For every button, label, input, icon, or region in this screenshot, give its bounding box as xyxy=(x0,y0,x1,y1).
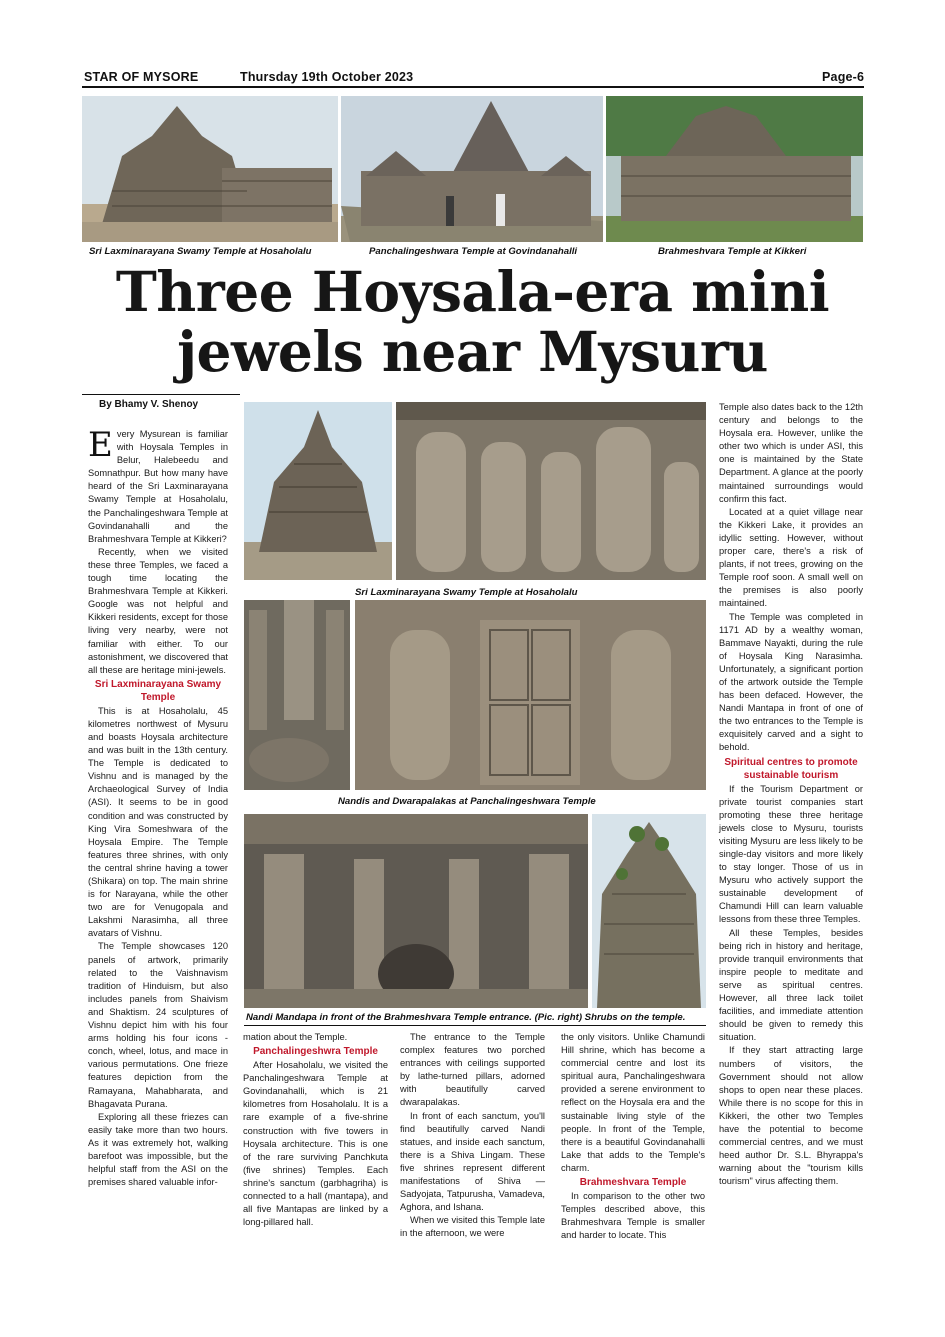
photo-nandis-dwarapalakas xyxy=(355,600,706,790)
col5-para-2: Located at a quiet village near the Kikkeri Lake, it provides an idyllic setting. However, without proper care, there's a risk of plants, if not trees, growing on the Temple roof soon. A small well on the premises is also poorly maintained. xyxy=(719,506,863,609)
top-caption-2: Panchalingeshwara Temple at Govindanahalli xyxy=(369,246,578,257)
photo-brahmeshvara-temple xyxy=(606,96,863,242)
caption-nandis: Nandis and Dwarapalakas at Panchalingeshwara Temple xyxy=(338,796,596,807)
col5-para-4: If the Tourism Department or private tourist companies start promoting these three heritage jewels close to Mysuru, tourists visiting Mysuru are less likely to be single-day visitors and more likely to stay longer. Those of us in Mysuru who actively support the sustainable development of Chamundi Hill can learn valuable lessons from these three Temples. xyxy=(719,783,863,925)
col5-para-5: All these Temples, besides being rich in history and heritage, provide tranquil environments that inspire people to meditate and serve as spiritual centres. However, all three lack toilet facilities, and immediate attention should be given to remedy this situation. xyxy=(719,927,863,1043)
col4-para-2: In comparison to the other two Temples described above, this Brahmeshvara Temple is smaller and harder to locate. This xyxy=(561,1191,705,1241)
caption-mandapa: Nandi Mandapa in front of the Brahmeshvara Temple entrance. (Pic. right) Shrubs on the temple. xyxy=(246,1012,686,1023)
headline-line-2: jewels near Mysuru xyxy=(177,319,768,384)
article-column-3 xyxy=(400,1031,545,1241)
col1-para-1: very Mysurean is familiar with Hoysala Temples in Belur, Halebeedu and Somnathpur. But how many have heard of the Sri Laxminarayana Swamy Temple at Hosaholalu, the Panchalingeshwara Temple at Govindanahalli and the Brahmeshvara Temple at Kikkeri? xyxy=(88,429,228,544)
col3-para-3: When we visited this Temple late in the afternoon, we were xyxy=(400,1215,545,1239)
paper-name: STAR OF MYSORE xyxy=(84,70,199,84)
article-column-1 xyxy=(88,425,228,1189)
article-column-4 xyxy=(561,1031,705,1242)
col1-para-5: Exploring all these friezes can easily take more than two hours. As it was extremely hot, walking barefoot was impossible, but the helpful staff from the ASI on the premises shared valuable infor- xyxy=(88,1111,228,1188)
photo-shrubs-on-temple xyxy=(592,814,706,1008)
drop-cap: E xyxy=(88,425,113,465)
masthead-rule xyxy=(82,86,864,88)
col1-para-3: This is at Hosaholalu, 45 kilometres northwest of Mysuru and boasts Hoysala architecture and was built in the 13th century. The Temple is dedicated to Vishnu and is managed by the Archaeological Survey of India (ASI). It seems to be in good condition and was constructed by King Vira Someshwara of the Hoysala Empire. The Temple features three shrines, with only the central shrine having a tower (Shikara) on top. The main shrine is for Narayana, while the other two are for Venugopala and Lakshmi Narasimha, all three avatars of Vishnu. xyxy=(88,705,228,939)
photo-panchalingeshwara-temple xyxy=(341,96,603,242)
article-column-5 xyxy=(719,401,863,1188)
byline: By Bhamy V. Shenoy xyxy=(99,399,199,410)
col2-para-2: After Hosaholalu, we visited the Panchalingeshwara Temple at Govindanahalli, which is 21 kilometres from Hosaholalu. It is a rare example of a five-shrine construction with five towers in Hoysala architecture. This is one of the rare surviving Panchkuta (five shrines) Temples. Each shrine's sanctum (garbhagriha) is connected to a hall (mantapa), and all five Mantapas are linked by a long-pillared hall. xyxy=(243,1060,388,1228)
top-caption-3: Brahmeshvara Temple at Kikkeri xyxy=(658,246,807,257)
col3-para-2: In front of each sanctum, you'll find beautifully carved Nandi statues, and inside each sanctum, there is a Shiva Lingam. These five shrines represent different manifestations of Shiva — Sadyojata, Tatpurusha, Vamadeva, Aghora, and Ishana. xyxy=(400,1110,545,1213)
col3-para-1: The entrance to the Temple complex features two porched entrances with ceilings supported by lathe-turned pillars, adorned with beautifully carved dwarapalakas. xyxy=(400,1032,545,1108)
page-number: Page-6 xyxy=(822,70,865,84)
col5-para-3: The Temple was completed in 1171 AD by a wealthy woman, Bammave Nayakti, during the rule of Hoysala King Narasimha. Unfortunately, a significant portion of the artwork outside the Temple has been defaced. However, the Nandi Mantapa in front of one of the two entrances to the Temple is exquisitely carved and a sight to behold. xyxy=(719,611,863,753)
article-column-2 xyxy=(243,1031,388,1229)
top-caption-1: Sri Laxminarayana Swamy Temple at Hosaholalu xyxy=(89,246,312,257)
photo-nandi-mandapa xyxy=(244,814,588,1008)
photo-hosaholalu-tower xyxy=(244,402,392,580)
byline-rule xyxy=(82,394,240,395)
col4-para-1: the only visitors. Unlike Chamundi Hill shrine, which has become a commercial centre and lost its spiritual aura, Panchalingeshwara provided a serene environment to reflect on the Hoysala era and the sustainable living style of the people. In front of the Temple, there is a beautiful Govindanahalli Lake that adds to the Temple's charm. xyxy=(561,1032,705,1173)
issue-date: Thursday 19th October 2023 xyxy=(240,70,414,84)
caption-hosaholalu: Sri Laxminarayana Swamy Temple at Hosaholalu xyxy=(355,587,578,598)
col5-para-1: Temple also dates back to the 12th century and belongs to the Hoysala era. However, unlike the other two which is under ASI, this one is maintained by the State Department. A glance at the poorly maintained surroundings would confirm this fact. xyxy=(719,402,863,504)
photo-hosaholalu-sculptures xyxy=(396,402,706,580)
subhead-brahmeshvara: Brahmeshvara Temple xyxy=(579,1177,687,1189)
headline-line-1: Three Hoysala-era mini xyxy=(115,259,830,324)
photo-hosaholalu-temple xyxy=(82,96,338,242)
photo-pillared-hall xyxy=(244,600,350,790)
col2-para-1: mation about the Temple. xyxy=(243,1032,348,1042)
photo-block-rule xyxy=(244,1025,706,1026)
subhead-spiritual-centres: Spiritual centres to promote sustainable tourism xyxy=(724,756,858,781)
col5-para-6: If they start attracting large numbers of visitors, the Government should not allow shops to open near these places. While there is no scope for this in Kikkeri, the other two Temples have the potential to become commercial centres, and we must heed author Dr. S.L. Bhyrappa's warning about the "tourism kills tourism" virus affecting them. xyxy=(719,1045,863,1187)
col1-para-4: The Temple showcases 120 panels of artwork, primarily related to the Vaishnavism tradition of Hinduism, but also includes panels from Shaivism and Shaktism. 24 sculptures of Vishnu depict him with his four arms holding his four icons - conch, wheel, lotus, and mace in various permutations. One frieze features depiction from the Ramayana, Mahabharata, and Bhagavata Purana. xyxy=(88,941,228,1109)
headline xyxy=(80,259,865,384)
subhead-laxminarayana: Sri Laxminarayana Swamy Temple xyxy=(94,678,222,703)
col1-para-2: Recently, when we visited these three Temples, we faced a tough time locating the Brahmeshvara Temple at Kikkeri. Google was not helpful and Kikkeri residents, except for those living very nearby, were not familiar with either. To our astonishment, we discovered that all these are heritage mini-jewels. xyxy=(88,546,228,675)
subhead-panchalingeshwra: Panchalingeshwra Temple xyxy=(253,1046,378,1058)
